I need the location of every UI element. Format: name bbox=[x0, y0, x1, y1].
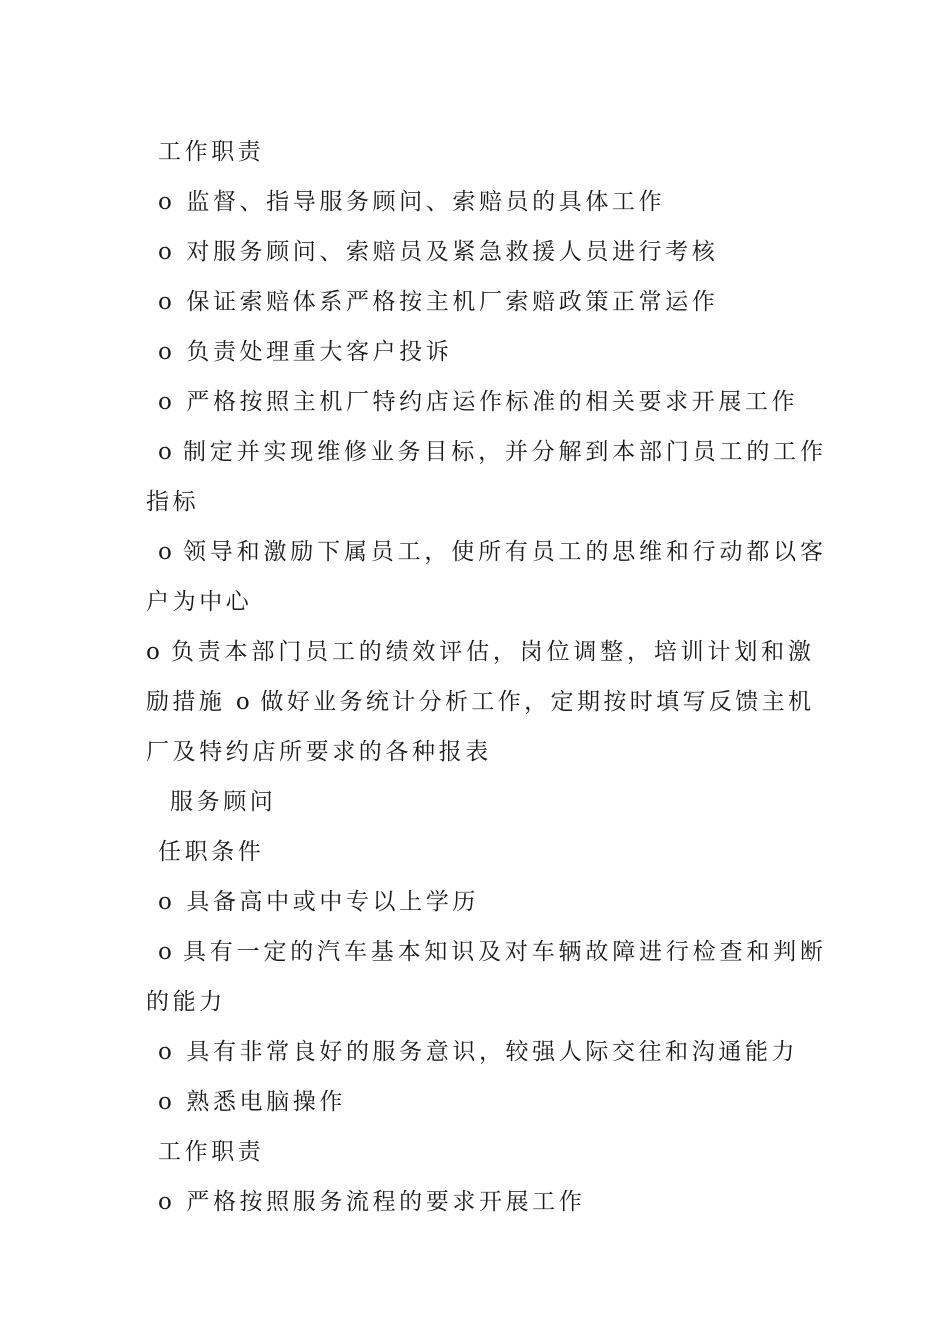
list-item-continuation: 厂及特约店所要求的各种报表 bbox=[146, 739, 492, 765]
section-heading-job-duties: 工作职责 bbox=[158, 139, 265, 165]
list-item: o 具有一定的汽车基本知识及对车辆故障进行检查和判断 bbox=[158, 939, 823, 965]
list-item-continuation: 指标 bbox=[146, 489, 200, 515]
list-item: o 熟悉电脑操作 bbox=[158, 1089, 346, 1115]
section-heading-requirements: 任职条件 bbox=[158, 839, 265, 865]
list-item: o 负责本部门员工的绩效评估，岗位调整，培训计划和激 bbox=[146, 639, 811, 665]
list-item-continuation: 的能力 bbox=[146, 989, 226, 1015]
list-item: o 严格按照服务流程的要求开展工作 bbox=[158, 1189, 586, 1215]
list-item: o 领导和激励下属员工，使所有员工的思维和行动都以客 bbox=[158, 539, 823, 565]
position-title-service-advisor: 服务顾问 bbox=[170, 789, 277, 815]
list-item: o 负责处理重大客户投诉 bbox=[158, 339, 453, 365]
list-item: o 监督、指导服务顾问、索赔员的具体工作 bbox=[158, 189, 666, 215]
list-item: 励措施 o 做好业务统计分析工作，定期按时填写反馈主机 bbox=[146, 689, 811, 715]
list-item: o 制定并实现维修业务目标，并分解到本部门员工的工作 bbox=[158, 439, 823, 465]
section-heading-job-duties: 工作职责 bbox=[158, 1139, 265, 1165]
list-item: o 保证索赔体系严格按主机厂索赔政策正常运作 bbox=[158, 289, 719, 315]
list-item: o 具有非常良好的服务意识，较强人际交往和沟通能力 bbox=[158, 1039, 799, 1065]
list-item: o 对服务顾问、索赔员及紧急救援人员进行考核 bbox=[158, 239, 719, 265]
list-item: o 具备高中或中专以上学历 bbox=[158, 889, 479, 915]
list-item-continuation: 户为中心 bbox=[146, 589, 253, 615]
list-item: o 严格按照主机厂特约店运作标准的相关要求开展工作 bbox=[158, 389, 799, 415]
